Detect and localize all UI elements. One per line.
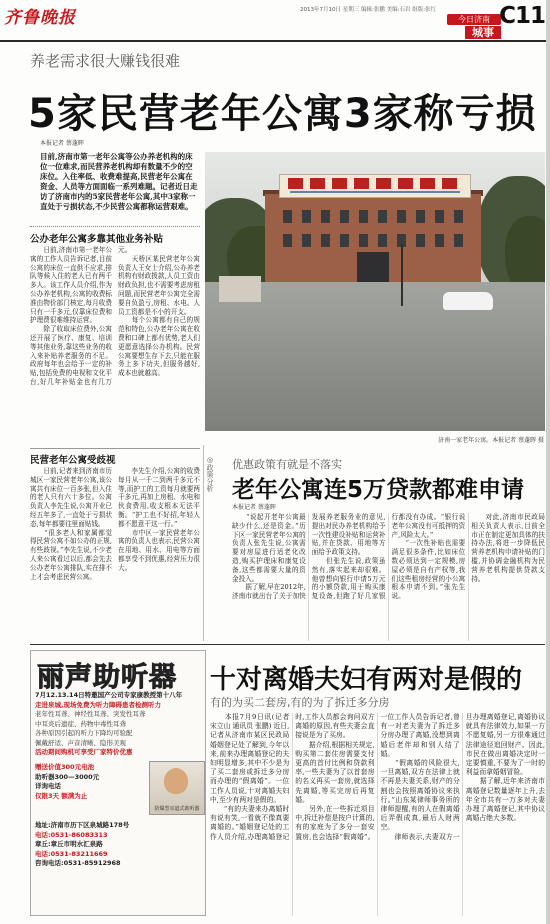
section-body-private: 日前,记者来到济南市历城区一家民营老年公寓,该公寓共有床位一百多张,但入住的老人只有六十多位。公寓负责人李先生说,公寓开业已经五年多了,一直处于亏损状态,每年都要往里面贴钱。 “很多老人和家属都觉得民营公寓不如公办的正规,有些歧视。”李先生说,不少老人来公寓看过以后,都会先去公办老年公寓排队,实在排不上才会考虑民营公寓。 李先生介绍,公寓的收费每月从一千二到两千多元不等,而护工的工资每月就要两千多元,再加上房租、水电和伙食费用,收支根本无法平衡。“护工也不好招,年轻人都不愿意干这一行。” 市中区一家民营老年公寓的负责人也表示,民营公寓在用地、用水、用电等方面都享受不到优惠,经营压力很大。 xyxy=(30,467,200,581)
section-separator xyxy=(30,644,545,645)
subsection-tag: 城事 xyxy=(465,26,501,39)
section-tag: 今日济南 xyxy=(447,14,501,25)
column-divider xyxy=(203,445,204,641)
photo-window-row xyxy=(273,234,473,247)
ad-text-block xyxy=(35,691,201,759)
photo-sign-lettering xyxy=(288,178,462,189)
header-rule xyxy=(0,40,546,42)
third-body: 本报7月9日讯(记者 宋立山 通讯员 张鹏) 近日,记者从济南市某区民政局婚姻登记处了解到,今年以来,前来办理离婚登记的夫妇明显增多,其中不少是为了买二套房或拆迁多分房而办理的“假离婚”。一位工作人员说,十对离婚夫妇中,至少有两对是假的。 “有的夫妻来办离婚时有说有笑,一看就不像真要离婚的。”婚姻登记处的工作人员介绍,办理离婚登记时,工作人员都会询问双方离婚的原因,有些夫妻会直接说是为了买房。 据介绍,根据相关规定,购买第二套住房需要支付更高的首付比例和贷款利率,一些夫妻为了以首套房的名义再买一套房,就选择先离婚,等买完房后再复婚。 另外,在一些拆迁项目中,拆迁补偿是按户计算的,有的家庭为了多分一套安置房,也会选择“假离婚”。一位工作人员告诉记者,曾有一对老夫妻为了拆迁多分房办理了离婚,没想到离婚后老伴却和别人结了婚。 “假离婚的风险很大,一旦离婚,双方在法律上就不再是夫妻关系,财产的分割也会按照离婚协议来执行。”山东某律师事务所的律师提醒,有的人在假离婚后弄假成真,最后人财两空。 律师表示,夫妻双方一旦办理离婚登记,离婚协议就具有法律效力,如果一方不愿复婚,另一方很难通过法律途径追回财产。因此,市民在做出离婚决定时一定要慎重,不要为了一时的利益而拿婚姻冒险。 据了解,近年来济南市离婚登记数量逐年上升,去年全市共有一万多对夫妻办理了离婚登记,其中协议离婚占绝大多数。 xyxy=(210,713,545,841)
photo-building-sign xyxy=(279,174,471,198)
photo-courtyard xyxy=(205,282,545,431)
photo-car xyxy=(443,292,493,310)
ad-address: 章丘:章丘市明水汇泉路 xyxy=(35,840,103,848)
third-subtitle: 有的为买二套房,有的为了拆迁多分房 xyxy=(210,696,390,709)
ad-line: 7月12.13.14日特邀国产公司专家康教授第十八年 xyxy=(35,691,183,699)
photo-lamp-post xyxy=(401,244,403,306)
ad-line: 老年性耳聋、神经性耳聋、突发性耳聋 xyxy=(35,710,146,718)
hearing-aid-ad xyxy=(30,650,206,916)
ad-line: 赠送价值300元电池 xyxy=(35,763,95,771)
photo-tree xyxy=(505,216,545,292)
ad-line: 助听器300—3000元 xyxy=(35,772,100,781)
second-byline: 本报记者 蔡蓬晖 xyxy=(232,504,276,511)
lead-kicker: 养老需求很大赚钱很难 xyxy=(30,52,181,70)
section-divider xyxy=(30,226,200,227)
second-body: “说起开老年公寓最缺少什么,还是资金。”历下区一家民营老年公寓的负责人张先生说,公寓需要对房屋进行适老化改造,购买护理床和康复设备,这些都需要大量的资金投入。 据了解,早在2012年,济南市就出台了关于加快发展养老服务业的意见,提出对民办养老机构给予一次性建设补贴和运营补贴,并在贷款、用地等方面给予政策支持。 但张先生说,政策虽然有,落实起来却很难。他曾想向银行申请5万元的小额贷款,用于购买康复设备,但跑了好几家银行都没有办成。“银行说老年公寓没有可抵押的资产,风险太大。” “一次性补贴也需要满足很多条件,比如床位数必须达到一定规模,房屋必须是自有产权等,我们这些租房经营的小公寓根本申请不到。”张先生说。 对此,济南市民政局相关负责人表示,目前全市正在制定更加具体的扶持办法,将进一步降低民营养老机构申请补贴的门槛,并协调金融机构为民营养老机构提供贷款支持。 xyxy=(232,513,545,601)
ad-line: 中耳炎后遗症、药物中毒性耳聋 xyxy=(35,719,126,728)
product-label: 防爆型耳道式助听器 xyxy=(154,806,200,812)
photo-sign-lettering xyxy=(290,191,460,193)
photo-gatehouse xyxy=(219,276,261,302)
section-body-public: 日前,济南市第一老年公寓的工作人员告诉记者,目前公寓的床位一直供不应求,排队等候入住的老人已有两千多人。该工作人员介绍,作为公办养老机构,公寓的收费标准由物价部门核定,每月收费只有一千多元,仅靠床位费和护理费很难维持运营。 除了收取床位费外,公寓还开展了医疗、康复、培训等其他业务,靠这些业务的收入来补贴养老服务的不足。政府每年也会给予一定的补贴,包括免费的电视和文化平台,好几年补贴金也有几万元。 天桥区某民营老年公寓负责人王女士介绍,公办养老机构有财政拨款,人员工资由财政负担,也不需要考虑房租问题,而民营老年公寓完全需要自负盈亏,房租、水电、人员工资都是不小的开支。 每个公寓都有自己的规范和特色,公办老年公寓在收费和口碑上都有优势,老人们更愿意选择公办机构。民营公寓要想生存下去,只能在服务上多下功夫,但服务越好,成本也就越高。 xyxy=(30,246,200,386)
ad-phone: 电话:0531-86083313 xyxy=(35,830,108,839)
lead-intro: 目前,济南市第一老年公寓等公办养老机构的床位一位难求,而民营养老机构却有数量不少的空床位。入住率低、收费难提高,民营老年公寓在资金、人员等方面面临一系列难题。记者近日走访了济南市内的5家民营老年公寓,其中3家称一直处于亏损状态,不少民营公寓都称运营艰难。 xyxy=(40,152,198,211)
page-number: C11 xyxy=(499,3,545,29)
second-headline: 老年公寓连5万贷款都难申请 xyxy=(232,477,525,503)
ad-line: 走进泉城,现场免费为听力障碍患者检测听力 xyxy=(35,700,161,709)
policy-analysis-tag: ◎政策分析 xyxy=(206,456,214,492)
ad-address: 地址:济南市历下区泉城路178号 xyxy=(35,821,130,829)
photo-entrance xyxy=(357,252,389,284)
lead-byline: 本报记者 蔡蓬晖 xyxy=(40,140,84,147)
ad-phone: 电话:0531-83211669 xyxy=(35,849,108,858)
nursing-home-photo xyxy=(205,152,545,431)
ad-line: 详询电话 xyxy=(35,782,61,790)
page-edge xyxy=(546,0,550,924)
section-heading-private: 民营老年公寓受歧视 xyxy=(30,455,116,466)
photo-window-row xyxy=(273,210,473,223)
ad-contact-block xyxy=(35,821,201,911)
ad-line: 活动期间购机可享受厂家特价优惠 xyxy=(35,748,133,756)
lead-headline: 5家民营老年公寓3家称亏损 xyxy=(28,91,537,137)
ad-line: 各种原因引起的听力下降均可验配 xyxy=(35,729,133,737)
section-heading-public: 公办老年公寓多靠其他业务补贴 xyxy=(30,234,164,245)
hearing-aid-image xyxy=(149,761,205,815)
ad-line: 佩戴舒适、声音清晰、隐形美观 xyxy=(35,738,126,747)
ad-phone: 咨询电话:0531-85912968 xyxy=(35,859,121,867)
photo-caption: 济南一家老年公寓。本报记者 蔡蓬晖 摄 xyxy=(438,437,544,444)
ad-title: 丽声助听器 xyxy=(37,662,177,693)
newspaper-logo: 齐鲁晚报 xyxy=(4,8,76,28)
hearing-aid-device xyxy=(164,768,188,794)
third-headline: 十对离婚夫妇有两对是假的 xyxy=(210,665,523,695)
ad-text-block xyxy=(35,763,145,811)
section-divider xyxy=(30,448,200,449)
ad-line: 仅限3天 额满为止 xyxy=(35,791,88,800)
second-kicker: 优惠政策有就是不落实 xyxy=(232,458,342,471)
dateline: 2013年7月10日 星期三 编辑:张鹏 美编:石岩 组版:张红 xyxy=(300,7,437,13)
